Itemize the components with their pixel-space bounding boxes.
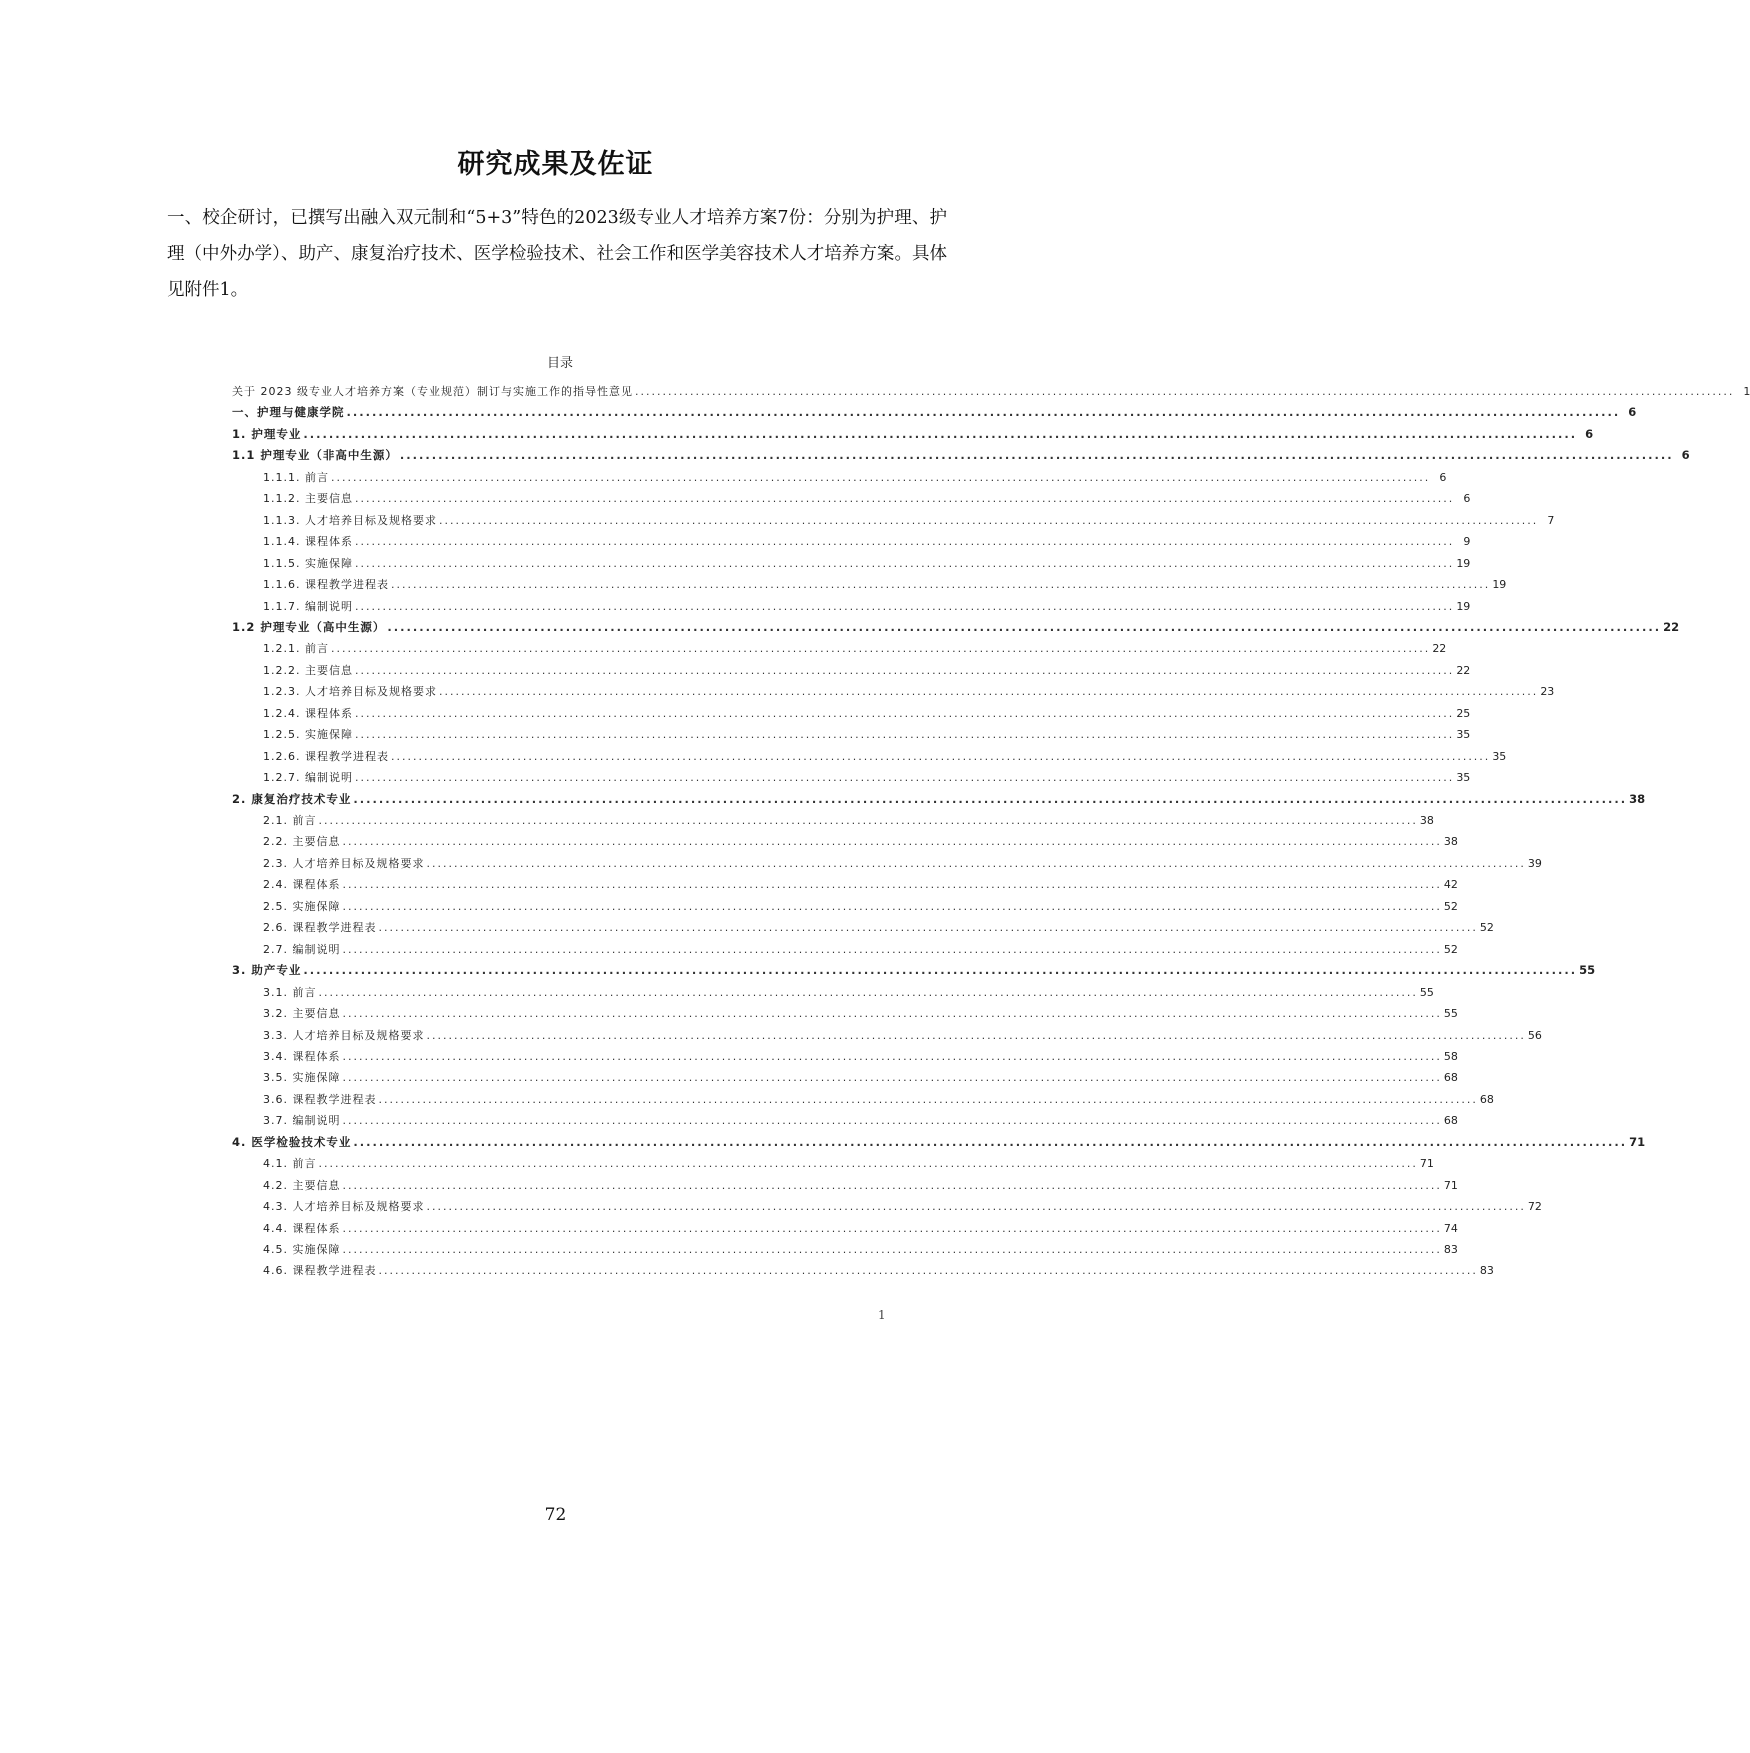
toc-entry-label: 3.2. 主要信息 bbox=[263, 1007, 341, 1021]
toc-entry-label: 1.1.2. 主要信息 bbox=[263, 492, 353, 506]
toc-entry-page: 68 bbox=[1443, 1114, 1458, 1128]
toc-entry bbox=[232, 831, 1458, 852]
toc-leader-dots: ........................................................................................................................................................................................................ bbox=[426, 856, 1526, 870]
toc-entry-page: 52 bbox=[1443, 942, 1458, 956]
toc-leader-dots: ........................................................................................................................................................................................................ bbox=[346, 405, 1621, 420]
toc-leader-dots: ........................................................................................................................................................................................................ bbox=[354, 728, 1455, 742]
page-title: 研究成果及佐证 bbox=[457, 149, 654, 180]
toc-entry bbox=[232, 445, 1690, 466]
toc-leader-dots: ........................................................................................................................................................................................................ bbox=[390, 578, 1491, 592]
toc-entry-page: 19 bbox=[1456, 556, 1471, 570]
toc-entry bbox=[232, 424, 1594, 445]
toc-entry-label: 1.2.6. 课程教学进程表 bbox=[263, 749, 389, 763]
toc-entry bbox=[232, 1003, 1458, 1024]
toc-entry-page: 7 bbox=[1547, 513, 1555, 527]
toc-leader-dots: ........................................................................................................................................................................................................ bbox=[354, 771, 1455, 785]
toc-entry-page: 68 bbox=[1479, 1092, 1494, 1106]
toc-entry bbox=[232, 960, 1596, 981]
toc-entry bbox=[232, 531, 1471, 552]
toc-entry bbox=[232, 767, 1471, 788]
toc-entry bbox=[232, 896, 1458, 917]
toc-leader-dots: ........................................................................................................................................................................................................ bbox=[342, 942, 1442, 956]
toc-entry-page: 35 bbox=[1456, 771, 1471, 785]
toc-entry-label: 1.1.3. 人才培养目标及规格要求 bbox=[263, 513, 437, 527]
toc-entry-label: 3.3. 人才培养目标及规格要求 bbox=[263, 1028, 425, 1042]
toc-entry-page: 35 bbox=[1456, 728, 1471, 742]
toc-leader-dots: ........................................................................................................................................................................................................ bbox=[438, 513, 1539, 527]
toc-entry-page: 6 bbox=[1439, 470, 1447, 484]
toc-entry-label: 3. 助产专业 bbox=[232, 963, 302, 978]
toc-leader-dots: ........................................................................................................................................................................................................ bbox=[318, 1157, 1418, 1171]
toc-leader-dots: ........................................................................................................................................................................................................ bbox=[353, 1134, 1628, 1149]
toc-entry-label: 4. 医学检验技术专业 bbox=[232, 1134, 352, 1149]
toc-entry-page: 38 bbox=[1443, 835, 1458, 849]
toc-entry-label: 4.2. 主要信息 bbox=[263, 1178, 341, 1192]
toc-entry-page: 72 bbox=[1527, 1200, 1542, 1214]
toc-entry bbox=[232, 703, 1471, 724]
toc-entry-page: 58 bbox=[1443, 1049, 1458, 1063]
toc-entry bbox=[232, 1046, 1458, 1067]
toc-entry bbox=[232, 638, 1447, 659]
toc-entry-label: 1.1.4. 课程体系 bbox=[263, 535, 353, 549]
toc-leader-dots: ........................................................................................................................................................................................................ bbox=[342, 1071, 1442, 1085]
toc-leader-dots: ........................................................................................................................................................................................................ bbox=[318, 814, 1418, 827]
toc-leader-dots: ........................................................................................................................................................................................................ bbox=[342, 1007, 1442, 1021]
toc-entry-label: 1.2.5. 实施保障 bbox=[263, 728, 353, 742]
toc-leader-dots: ........................................................................................................................................................................................................ bbox=[354, 599, 1455, 613]
toc-entry bbox=[232, 853, 1542, 874]
page-number: 72 bbox=[544, 1505, 567, 1525]
toc-entry bbox=[232, 553, 1471, 574]
toc-entry bbox=[232, 917, 1494, 938]
toc-entry-label: 1.2.1. 前言 bbox=[263, 642, 329, 656]
toc-entry-page: 68 bbox=[1443, 1071, 1458, 1085]
toc-entry-page: 22 bbox=[1432, 642, 1447, 656]
toc-entry-page: 56 bbox=[1527, 1028, 1542, 1042]
toc-entry-page: 25 bbox=[1456, 706, 1471, 720]
toc-entry bbox=[232, 1089, 1494, 1110]
toc-entry-page: 52 bbox=[1443, 899, 1458, 913]
toc-entry bbox=[232, 1218, 1458, 1239]
toc-entry-page: 38 bbox=[1419, 814, 1434, 827]
toc-leader-dots: ........................................................................................................................................................................................................ bbox=[354, 492, 1455, 506]
toc-entry bbox=[232, 381, 1750, 402]
toc-entry bbox=[232, 574, 1507, 595]
toc-leader-dots: ........................................................................................................................................................................................................ bbox=[378, 1092, 1478, 1106]
toc-entry-label: 1.1.5. 实施保障 bbox=[263, 556, 353, 570]
toc-leader-dots: ........................................................................................................................................................................................................ bbox=[303, 426, 1578, 441]
toc-entry bbox=[232, 488, 1471, 509]
toc-entry-page: 52 bbox=[1479, 921, 1494, 935]
toc-entry-label: 1.1.6. 课程教学进程表 bbox=[263, 578, 389, 592]
toc-entry-page: 39 bbox=[1527, 856, 1542, 870]
toc-entry-page: 74 bbox=[1443, 1221, 1458, 1235]
toc-entry-label: 1.2 护理专业（高中生源） bbox=[232, 619, 386, 634]
toc-entry-page: 19 bbox=[1492, 578, 1507, 592]
toc-entry-page: 1 bbox=[1743, 385, 1750, 398]
toc-leader-dots: ........................................................................................................................................................................................................ bbox=[342, 899, 1442, 913]
toc-entry-page: 6 bbox=[1681, 448, 1690, 463]
toc-entry-page: 6 bbox=[1585, 426, 1594, 441]
toc-heading: 目录 bbox=[546, 356, 573, 371]
toc-entry-label: 2.1. 前言 bbox=[263, 814, 317, 827]
toc-entry bbox=[232, 1110, 1458, 1131]
toc-entry-page: 23 bbox=[1540, 685, 1555, 699]
toc-leader-dots: ........................................................................................................................................................................................................ bbox=[303, 963, 1578, 978]
toc-entry-label: 2.2. 主要信息 bbox=[263, 835, 341, 849]
toc-entry-label: 3.4. 课程体系 bbox=[263, 1049, 341, 1063]
toc-leader-dots: ........................................................................................................................................................................................................ bbox=[635, 385, 1735, 398]
toc-entry-label: 2.3. 人才培养目标及规格要求 bbox=[263, 856, 425, 870]
toc-entry bbox=[232, 681, 1555, 702]
toc-entry-page: 55 bbox=[1443, 1007, 1458, 1021]
toc-entry-label: 1.2.3. 人才培养目标及规格要求 bbox=[263, 685, 437, 699]
toc-entry-page: 9 bbox=[1463, 535, 1471, 549]
toc-entry-label: 1.2.7. 编制说明 bbox=[263, 771, 353, 785]
toc-entry bbox=[232, 982, 1434, 1003]
toc-entry-label: 3.6. 课程教学进程表 bbox=[263, 1092, 377, 1106]
toc-entry-label: 4.1. 前言 bbox=[263, 1157, 317, 1171]
toc-leader-dots: ........................................................................................................................................................................................................ bbox=[426, 1200, 1526, 1214]
toc-entry bbox=[232, 402, 1637, 423]
toc-entry-page: 55 bbox=[1579, 963, 1596, 978]
toc-leader-dots: ........................................................................................................................................................................................................ bbox=[438, 685, 1539, 699]
toc-entry-page: 71 bbox=[1629, 1134, 1646, 1149]
toc-leader-dots: ........................................................................................................................................................................................................ bbox=[342, 1049, 1442, 1063]
toc-entry-label: 4.4. 课程体系 bbox=[263, 1221, 341, 1235]
toc-entry bbox=[232, 467, 1447, 488]
toc-leader-dots: ........................................................................................................................................................................................................ bbox=[354, 535, 1455, 549]
toc-entry bbox=[232, 1239, 1458, 1260]
toc-entry-label: 4.5. 实施保障 bbox=[263, 1243, 341, 1256]
toc-leader-dots: ........................................................................................................................................................................................................ bbox=[342, 878, 1442, 892]
toc-entry bbox=[232, 1175, 1458, 1196]
toc-inner-page-number: 1 bbox=[878, 1308, 886, 1322]
toc-leader-dots: ........................................................................................................................................................................................................ bbox=[318, 985, 1418, 999]
toc-entry-label: 1.1.7. 编制说明 bbox=[263, 599, 353, 613]
toc-entry-label: 一、护理与健康学院 bbox=[232, 405, 345, 420]
toc-leader-dots: ........................................................................................................................................................................................................ bbox=[354, 663, 1455, 677]
toc-entry-label: 3.7. 编制说明 bbox=[263, 1114, 341, 1128]
toc-entry-page: 22 bbox=[1456, 663, 1471, 677]
toc-entry-label: 3.5. 实施保障 bbox=[263, 1071, 341, 1085]
toc-entry-label: 关于 2023 级专业人才培养方案（专业规范）制订与实施工作的指导性意见 bbox=[232, 385, 633, 398]
toc-leader-dots: ........................................................................................................................................................................................................ bbox=[342, 1114, 1442, 1128]
toc-entry bbox=[232, 874, 1458, 895]
toc-entry-label: 1.2.4. 课程体系 bbox=[263, 706, 353, 720]
toc-entry-label: 2.4. 课程体系 bbox=[263, 878, 341, 892]
toc-entry-label: 2.7. 编制说明 bbox=[263, 942, 341, 956]
toc-entry-page: 22 bbox=[1663, 619, 1680, 634]
toc-entry-label: 2.5. 实施保障 bbox=[263, 899, 341, 913]
toc-image bbox=[232, 355, 1750, 1300]
toc-leader-dots: ........................................................................................................................................................................................................ bbox=[353, 791, 1628, 806]
toc-leader-dots: ........................................................................................................................................................................................................ bbox=[342, 835, 1442, 849]
toc-leader-dots: ........................................................................................................................................................................................................ bbox=[342, 1243, 1442, 1256]
toc-leader-dots: ........................................................................................................................................................................................................ bbox=[342, 1178, 1442, 1192]
toc-entry-page: 83 bbox=[1443, 1243, 1458, 1256]
toc-entry-page: 83 bbox=[1479, 1264, 1494, 1278]
toc-entry bbox=[232, 510, 1555, 531]
toc-entry-label: 1.1 护理专业（非高中生源） bbox=[232, 448, 398, 463]
toc-entry bbox=[232, 660, 1471, 681]
toc-leader-dots: ........................................................................................................................................................................................................ bbox=[399, 448, 1674, 463]
toc-leader-dots: ........................................................................................................................................................................................................ bbox=[330, 470, 1431, 484]
toc-entry-page: 19 bbox=[1456, 599, 1471, 613]
toc-entry bbox=[232, 1153, 1434, 1174]
toc-entry bbox=[232, 1196, 1542, 1217]
toc-entry bbox=[232, 746, 1507, 767]
toc-entry bbox=[232, 939, 1458, 960]
toc-entry-label: 2. 康复治疗技术专业 bbox=[232, 791, 352, 806]
toc-entry-page: 38 bbox=[1629, 791, 1646, 806]
toc-entry-label: 1.1.1. 前言 bbox=[263, 470, 329, 484]
toc-entry-page: 71 bbox=[1443, 1178, 1458, 1192]
toc-entry-label: 4.3. 人才培养目标及规格要求 bbox=[263, 1200, 425, 1214]
toc-entry-page: 6 bbox=[1628, 405, 1637, 420]
toc-entry-label: 1.2.2. 主要信息 bbox=[263, 663, 353, 677]
toc-leader-dots: ........................................................................................................................................................................................................ bbox=[354, 556, 1455, 570]
toc-entry-page: 55 bbox=[1419, 985, 1434, 999]
toc-entry-page: 6 bbox=[1463, 492, 1471, 506]
toc-leader-dots: ........................................................................................................................................................................................................ bbox=[390, 749, 1491, 763]
toc-leader-dots: ........................................................................................................................................................................................................ bbox=[330, 642, 1431, 656]
toc-leader-dots: ........................................................................................................................................................................................................ bbox=[354, 706, 1455, 720]
toc-entry bbox=[232, 789, 1646, 810]
toc-entry bbox=[232, 596, 1471, 617]
toc-entry-label: 3.1. 前言 bbox=[263, 985, 317, 999]
toc-entry bbox=[232, 810, 1434, 831]
toc-leader-dots: ........................................................................................................................................................................................................ bbox=[426, 1028, 1526, 1042]
toc-entry bbox=[232, 1260, 1494, 1281]
toc-entry-page: 35 bbox=[1492, 749, 1507, 763]
toc-entry-label: 1. 护理专业 bbox=[232, 426, 302, 441]
toc-entry bbox=[232, 1132, 1646, 1153]
toc-entry bbox=[232, 1025, 1542, 1046]
toc-entry-page: 42 bbox=[1443, 878, 1458, 892]
toc-leader-dots: ........................................................................................................................................................................................................ bbox=[378, 921, 1478, 935]
body-paragraph: 一、校企研讨，已撰写出融入双元制和“5+3”特色的2023级专业人才培养方案7份：分别为护理、护理（中外办学）、助产、康复治疗技术、医学检验技术、社会工作和医学美容技术人才培养方案。具体见附件1。 bbox=[167, 208, 947, 300]
toc-entry bbox=[232, 617, 1680, 638]
toc-entry bbox=[232, 1067, 1458, 1088]
toc-leader-dots: ........................................................................................................................................................................................................ bbox=[387, 619, 1662, 634]
toc-entry bbox=[232, 724, 1471, 745]
toc-leader-dots: ........................................................................................................................................................................................................ bbox=[378, 1264, 1478, 1278]
toc-entry-label: 4.6. 课程教学进程表 bbox=[263, 1264, 377, 1278]
toc-entry-label: 2.6. 课程教学进程表 bbox=[263, 921, 377, 935]
toc-leader-dots: ........................................................................................................................................................................................................ bbox=[342, 1221, 1442, 1235]
toc-entry-page: 71 bbox=[1419, 1157, 1434, 1171]
